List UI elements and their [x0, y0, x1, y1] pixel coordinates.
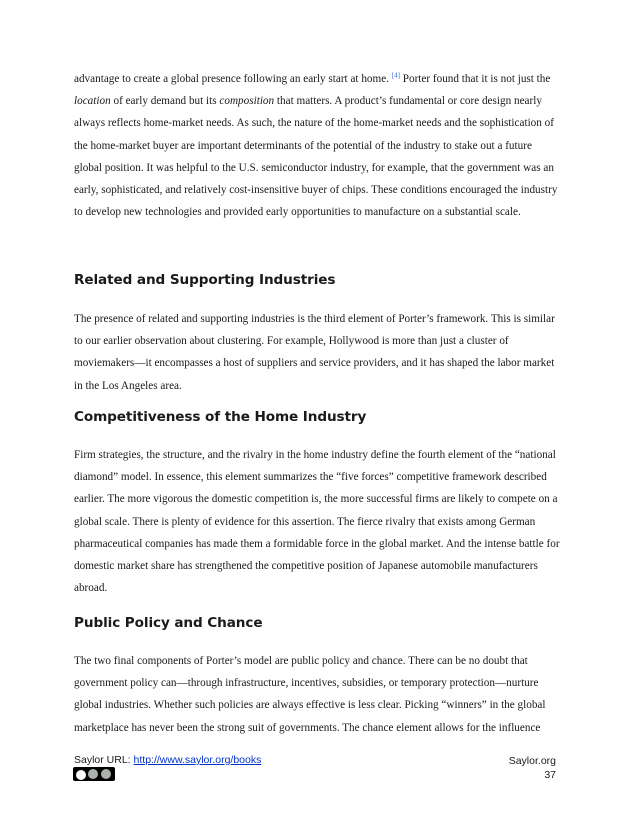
- paragraph-public-policy: The two final components of Porter’s model are public policy and chance. There can be no doubt that government policy can—through infrastructure, incentives, subsidies, or temporary protection—nurture global industries. Whether such policies are always effective is less clear. Picking “winners” in the global marketplace has never been the strong suit of governments. The chance element allows for the influence: [74, 655, 546, 734]
- footnote-reference[interactable]: [4]: [391, 71, 400, 80]
- footer-url: [74, 754, 261, 766]
- footer-url-label: Saylor URL:: [74, 754, 134, 766]
- heading-public-policy-chance: Public Policy and Chance: [74, 615, 263, 631]
- paragraph-related-industries: The presence of related and supporting industries is the third element of Porter’s framework. This is similar to our earlier observation about clustering. For example, Hollywood is more than just a cluster of moviemakers—it encompasses a host of suppliers and service providers, and it has shaped the labor market in the Los Angeles area.: [74, 313, 555, 392]
- cc-license-icon[interactable]: [73, 767, 115, 781]
- cc-circle-icon: [75, 769, 87, 781]
- paragraph-competitiveness: Firm strategies, the structure, and the rivalry in the home industry define the fourth element of the “national diamond” model. In essence, this element summarizes the “five forces” competitive framework described earlier. The more vigorous the domestic competition is, the more successful firms are likely to compete on a global scale. There is plenty of evidence for this assertion. The fierce rivalry that exists among German pharmaceutical companies has made them a formidable force in the global market. And the intense battle for domestic market share has strengthened the competitive position of Japanese automobile manufacturers abroad.: [74, 449, 560, 595]
- paragraph-text: that matters. A product’s fundamental or core design nearly always reflects home-market needs. As such, the nature of the home-market needs and the sophistication of the home-market buyer are important determinants of the potential of the industry to stake out a future global position. It was helpful to the U.S. semiconductor industry, for example, that the government was an early, sophisticated, and relatively cost-insensitive buyer of chips. These conditions encouraged the industry to develop new technologies and provided early opportunities to manufacture on a substantial scale.: [74, 95, 558, 219]
- paragraph-text: of early demand but its: [110, 95, 220, 108]
- paragraph-text: Porter found that it is not just the: [399, 73, 551, 85]
- noncommercial-icon: [101, 769, 111, 779]
- heading-related-supporting-industries: Related and Supporting Industries: [74, 272, 336, 288]
- heading-competitiveness: Competitiveness of the Home Industry: [74, 409, 367, 425]
- page-number: 37: [544, 769, 556, 781]
- emphasis-composition: composition: [219, 95, 275, 108]
- attribution-icon: [88, 769, 98, 779]
- footer-site-name: Saylor.org: [508, 755, 556, 767]
- emphasis-location: location: [74, 95, 111, 108]
- footer-site-info: [509, 754, 556, 782]
- paragraph-home-demand: [74, 68, 560, 223]
- paragraph-text: advantage to create a global presence following an early start at home.: [74, 73, 392, 85]
- saylor-books-link[interactable]: http://www.saylor.org/books: [133, 754, 262, 766]
